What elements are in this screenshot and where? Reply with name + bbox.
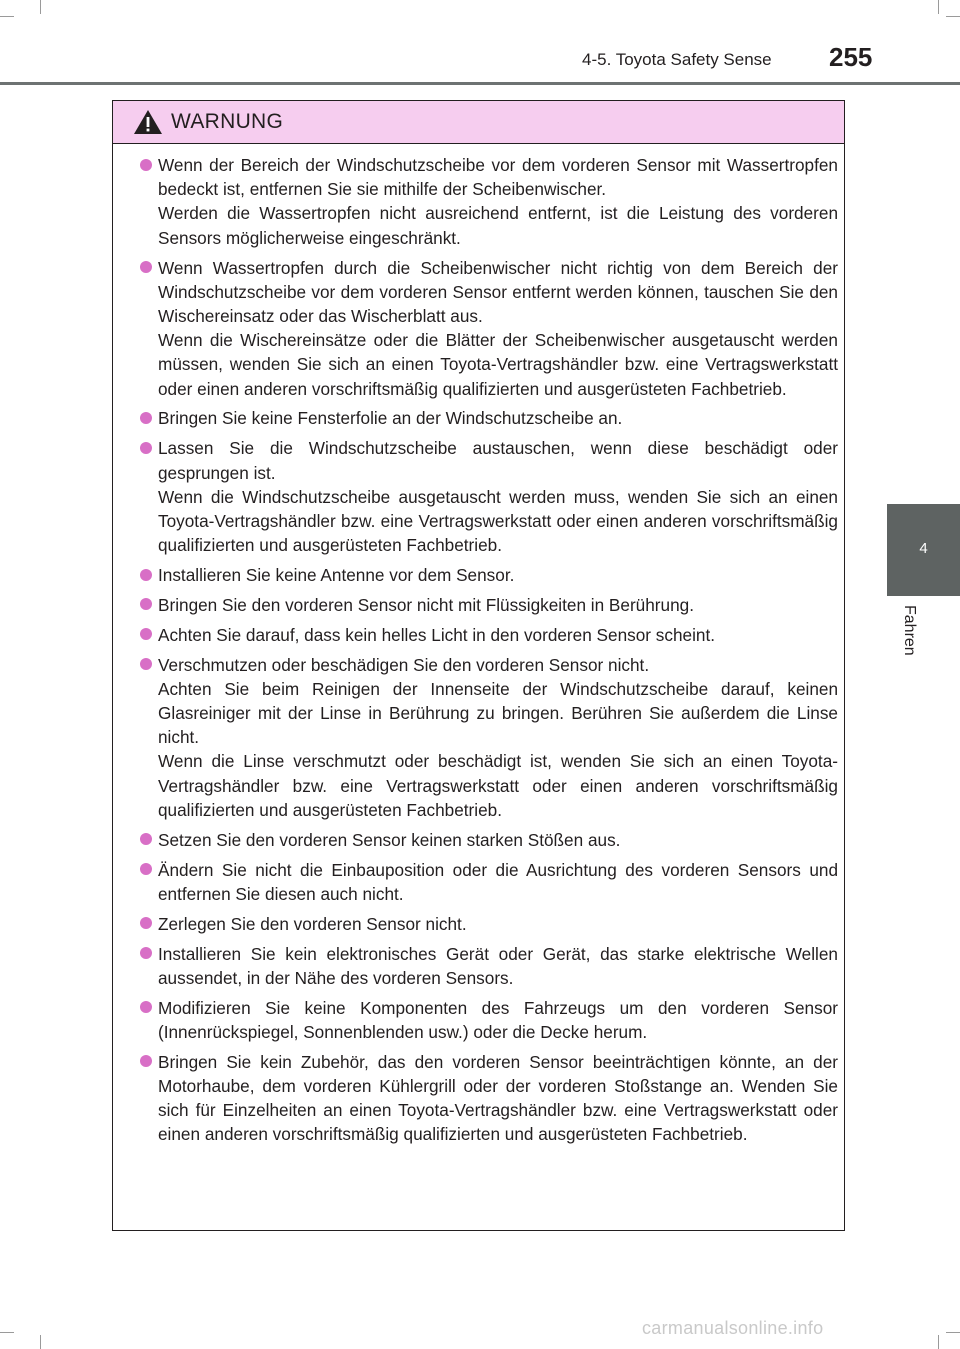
warning-text: Setzen Sie den vorderen Sensor keinen starken Stößen aus. [158,829,621,850]
warning-box [112,100,845,1231]
warning-text: Werden die Wassertropfen nicht ausreichend entfernt, ist die Leistung des vorderen Sensors möglicherweise eingeschränkt. [158,203,838,248]
warning-title: WARNUNG [171,110,284,133]
warning-header [113,101,844,144]
warning-list [113,153,844,1152]
warning-item [113,996,844,1044]
bullet-icon [140,658,152,670]
warning-item [113,563,844,587]
warning-item [113,858,844,906]
warning-text: Modifizieren Sie keine Komponenten des Fahrzeugs um den vorderen Sensor (Innenrückspiegel, Sonnenblenden usw.) oder die Decke herum. [158,997,838,1042]
warning-text: Achten Sie darauf, dass kein helles Licht in den vorderen Sensor scheint. [158,624,716,645]
chapter-number: 4 [919,540,928,557]
bullet-icon [140,261,152,273]
warning-item [113,256,844,401]
warning-text: Wenn die Linse verschmutzt oder beschädigt ist, wenden Sie sich an einen Toyota-Vertragshändler bzw. eine Vertragswerkstatt oder einen anderen vorschriftsmäßig qualifizierten und ausgerüsteten Fachbetrieb. [158,751,838,820]
crop-mark [938,0,939,14]
section-heading: 4-5. Toyota Safety Sense [582,50,772,69]
page-number: 255 [829,42,873,72]
bullet-icon [140,947,152,959]
bullet-icon [140,1001,152,1013]
bullet-icon [140,628,152,640]
warning-item [113,153,844,250]
warning-text: Wenn der Bereich der Windschutzscheibe vor dem vorderen Sensor mit Wassertropfen bedeckt ist, entfernen Sie sie mithilfe der Scheibenwischer. [158,155,838,200]
warning-text: Achten Sie beim Reinigen der Innenseite der Windschutzscheibe darauf, keinen Glasreiniger mit der Linse in Berührung zu bringen. Berühren Sie außerdem die Linse nicht. [158,678,838,748]
warning-text: Wenn Wassertropfen durch die Scheibenwischer nicht richtig von dem Bereich der Windschutzscheibe vor dem vorderen Sensor entfernt werden können, tauschen Sie den Wischereinsatz oder das Wischerblatt aus. [158,257,838,326]
warning-item [113,623,844,647]
warning-text: Bringen Sie den vorderen Sensor nicht mit Flüssigkeiten in Berührung. [158,594,694,615]
warning-item [113,593,844,617]
warning-item [113,653,844,822]
warning-text: Lassen Sie die Windschutzscheibe austauschen, wenn diese beschädigt oder gesprungen ist. [158,438,838,483]
crop-mark [946,16,960,17]
warning-text: Installieren Sie keine Antenne vor dem Sensor. [158,565,515,585]
bullet-icon [140,598,152,610]
warning-text: Verschmutzen oder beschädigen Sie den vorderen Sensor nicht. [158,654,650,675]
chapter-tab [887,504,960,596]
warning-item [113,942,844,990]
crop-mark [0,16,14,17]
warning-triangle-icon [133,109,163,135]
crop-mark [40,0,41,14]
crop-mark [946,1332,960,1333]
crop-mark [938,1335,939,1349]
warning-item [113,828,844,852]
bullet-icon [140,917,152,929]
bullet-icon [140,1055,152,1067]
warning-text: Zerlegen Sie den vorderen Sensor nicht. [158,913,467,934]
warning-text: Bringen Sie keine Fensterfolie an der Windschutzscheibe an. [158,408,623,429]
bullet-icon [140,159,152,171]
warning-item [113,1050,844,1147]
bullet-icon [140,412,152,424]
crop-mark [0,1332,14,1333]
watermark: carmanualsonline.info [642,1318,824,1338]
header-rule [0,82,960,85]
crop-mark [40,1335,41,1349]
warning-text: Wenn die Windschutzscheibe ausgetauscht werden muss, wenden Sie sich an einen Toyota-Vertragshändler bzw. eine Vertragswerkstatt oder einen anderen vorschriftsmäßig qualifizierten und ausgerüsteten Fachbetrieb. [158,486,838,556]
warning-text: Ändern Sie nicht die Einbauposition oder die Ausrichtung des vorderen Sensors und entfernen Sie diesen auch nicht. [158,859,838,904]
warning-text: Wenn die Wischereinsätze oder die Blätter der Scheibenwischer ausgetauscht werden müssen, wenden Sie sich an einen Toyota-Vertragshändler bzw. eine Vertragswerkstatt oder einen anderen vorschriftsmäßig qualifizierten und ausgerüsteten Fachbetrieb. [158,330,838,399]
bullet-icon [140,569,152,581]
warning-item [113,436,844,557]
bullet-icon [140,863,152,875]
warning-text: Installieren Sie kein elektronisches Gerät oder Gerät, das starke elektrische Wellen aussendet, in der Nähe des vorderen Sensors. [158,943,838,988]
warning-item [113,912,844,936]
warning-item [113,406,844,430]
bullet-icon [140,833,152,845]
warning-text: Bringen Sie kein Zubehör, das den vorderen Sensor beeinträchtigen könnte, an der Motorhaube, dem vorderen Kühlergrill oder der vorderen Stoßstange an. Wenden Sie sich für Einzelheiten an einen Toyota-Vertragshändler bzw. eine Vertragswerkstatt oder einen anderen vorschriftsmäßig qualifizierten und ausgerüsteten Fachbetrieb. [158,1051,838,1145]
chapter-label: Fahren [901,605,918,656]
bullet-icon [140,442,152,454]
